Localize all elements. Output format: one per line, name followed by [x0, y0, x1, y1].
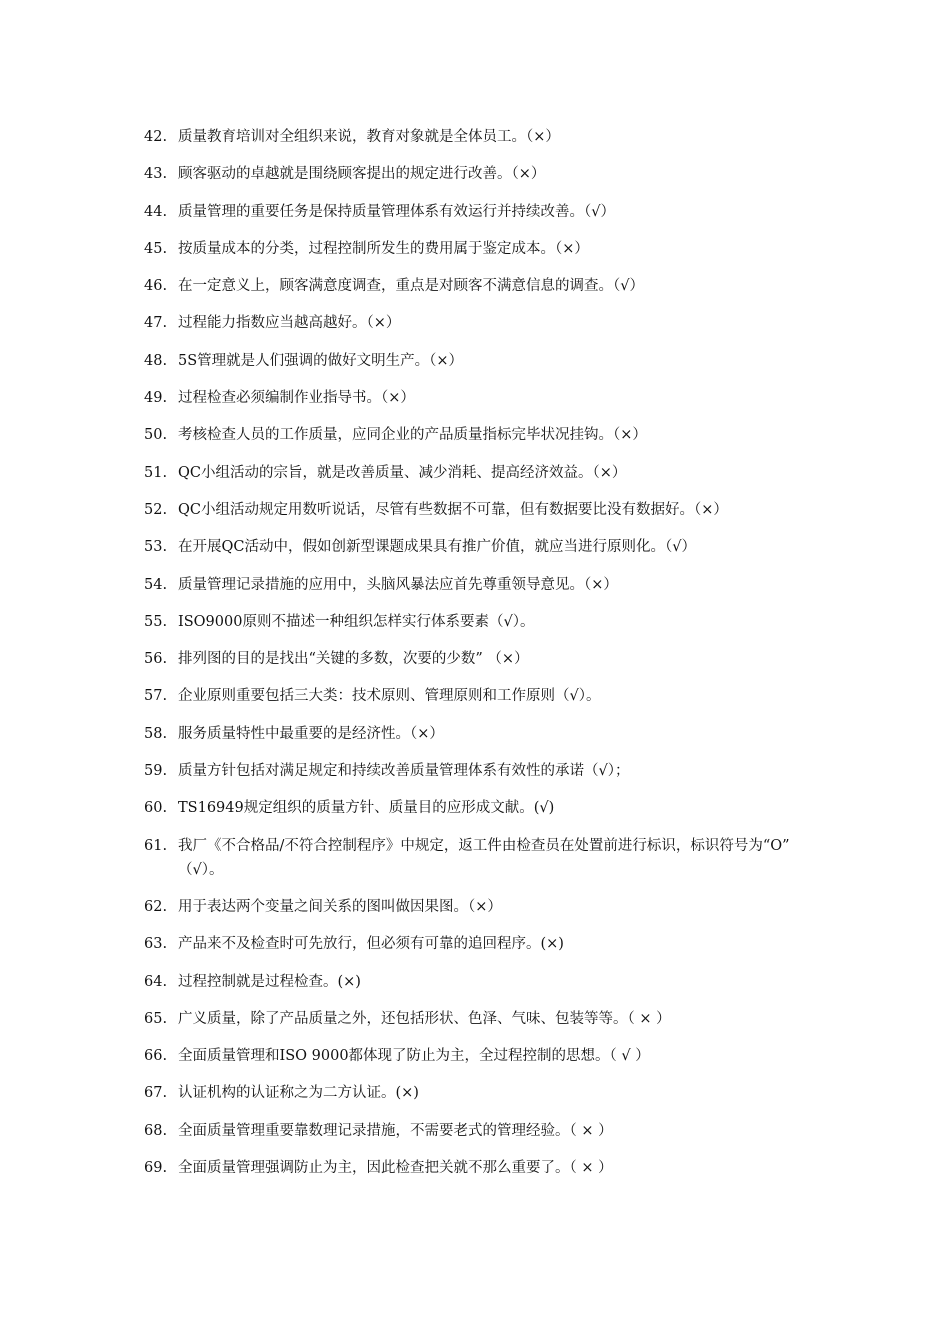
item-number: 61. [144, 837, 168, 854]
item-number: 45. [144, 240, 168, 257]
item-text: 在开展QC活动中，假如创新型课题成果具有推广价值，就应当进行原则化。（√） [178, 539, 696, 556]
list-item [144, 759, 824, 783]
list-item [144, 1156, 824, 1180]
list-item [144, 535, 824, 559]
list-item [144, 684, 824, 708]
item-text: 质量教育培训对全组织来说，教育对象就是全体员工。（×） [178, 129, 560, 145]
item-text: 过程检查必须编制作业指导书。（×） [178, 390, 415, 407]
list-item [144, 970, 824, 994]
item-text: 按质量成本的分类，过程控制所发生的费用属于鉴定成本。（×） [178, 240, 589, 257]
item-number: 59. [144, 763, 168, 780]
item-number: 62. [144, 898, 168, 915]
item-text: QC小组活动的宗旨，就是改善质量、减少消耗、提高经济效益。（×） [178, 464, 627, 481]
item-text: 考核检查人员的工作质量，应同企业的产品质量指标完毕状况挂钩。（×） [178, 427, 647, 444]
item-text: 顾客驱动的卓越就是围绕顾客提出的规定进行改善。（×） [178, 166, 546, 183]
item-number: 44. [144, 203, 168, 220]
item-text: 认证机构的认证称之为二方认证。(×) [178, 1085, 419, 1102]
list-item [144, 1007, 824, 1031]
item-text: 全面质量管理强调防止为主，因此检查把关就不那么重要了。（ × ） [178, 1160, 613, 1177]
item-text: 全面质量管理重要靠数理记录措施，不需要老式的管理经验。（ × ） [178, 1122, 613, 1139]
item-text: 质量管理的重要任务是保持质量管理体系有效运行并持续改善。（√） [178, 203, 615, 220]
item-number: 47. [144, 315, 168, 332]
item-number: 52. [144, 501, 168, 518]
list-item [144, 386, 824, 410]
list-item [144, 461, 824, 485]
list-item [144, 125, 824, 149]
item-number: 55. [144, 613, 168, 630]
item-number: 57. [144, 688, 168, 705]
item-text: 过程能力指数应当越高越好。（×） [178, 315, 401, 332]
list-item [144, 1081, 824, 1105]
item-number: 53. [144, 539, 168, 556]
list-item [144, 349, 824, 373]
item-number: 48. [144, 352, 168, 369]
list-item [144, 200, 824, 224]
item-number: 46. [144, 278, 168, 295]
item-number: 43. [144, 166, 168, 183]
item-text: 企业原则重要包括三大类：技术原则、管理原则和工作原则（√）。 [178, 688, 601, 705]
list-item [144, 1044, 824, 1068]
list-item [144, 722, 824, 746]
item-text: QC小组活动规定用数听说话，尽管有些数据不可靠，但有数据要比没有数据好。（×） [178, 501, 728, 518]
item-number: 67. [144, 1085, 168, 1102]
list-item [144, 311, 824, 335]
list-item [144, 932, 824, 956]
item-number: 69. [144, 1160, 168, 1177]
item-number: 66. [144, 1048, 168, 1065]
item-number: 51. [144, 464, 168, 481]
item-text: 5S管理就是人们强调的做好文明生产。（×） [178, 352, 464, 369]
list-item [144, 573, 824, 597]
question-list [144, 125, 824, 1193]
list-item [144, 274, 824, 298]
item-number: 54. [144, 576, 168, 593]
list-item [144, 162, 824, 186]
list-item [144, 895, 824, 919]
item-number: 64. [144, 973, 168, 990]
item-text: 服务质量特性中最重要的是经济性。（×） [178, 725, 444, 742]
item-text: 质量管理记录措施的应用中，头脑风暴法应首先尊重领导意见。（×） [178, 576, 618, 593]
item-number: 42. [144, 129, 168, 145]
item-text: ISO9000原则不描述一种组织怎样实行体系要素（√）。 [178, 613, 535, 630]
list-item [144, 834, 824, 882]
item-text: 用于表达两个变量之间关系的图叫做因果图。（×） [178, 898, 502, 915]
item-text: 在一定意义上，顾客满意度调查，重点是对顾客不满意信息的调查。（√） [178, 278, 644, 295]
item-text: 我厂《不合格品/不符合控制程序》中规定，返工件由检查员在处置前进行标识，标识符号为“O” （√）。 [178, 837, 790, 878]
list-item [144, 237, 824, 261]
item-number: 60. [144, 800, 168, 817]
item-number: 63. [144, 936, 168, 953]
list-item [144, 610, 824, 634]
item-number: 65. [144, 1010, 168, 1027]
item-number: 49. [144, 390, 168, 407]
item-number: 68. [144, 1122, 168, 1139]
item-text: TS16949规定组织的质量方针、质量目的应形成文献。(√) [178, 800, 555, 817]
item-text: 产品来不及检查时可先放行，但必须有可靠的追回程序。(×) [178, 936, 564, 953]
item-text: 质量方针包括对满足规定和持续改善质量管理体系有效性的承诺（√）； [178, 763, 630, 780]
list-item [144, 796, 824, 820]
list-item [144, 498, 824, 522]
list-item [144, 647, 824, 671]
item-text: 排列图的目的是找出“关键的多数，次要的少数” （×） [178, 651, 529, 668]
item-number: 58. [144, 725, 168, 742]
item-number: 50. [144, 427, 168, 444]
list-item [144, 1119, 824, 1143]
item-text: 过程控制就是过程检查。(×) [178, 973, 361, 990]
item-text: 广义质量，除了产品质量之外，还包括形状、色泽、气味、包装等等。（ × ） [178, 1010, 671, 1027]
item-text: 全面质量管理和ISO 9000都体现了防止为主，全过程控制的思想。（ √ ） [178, 1048, 650, 1065]
list-item [144, 423, 824, 447]
item-number: 56. [144, 651, 168, 668]
